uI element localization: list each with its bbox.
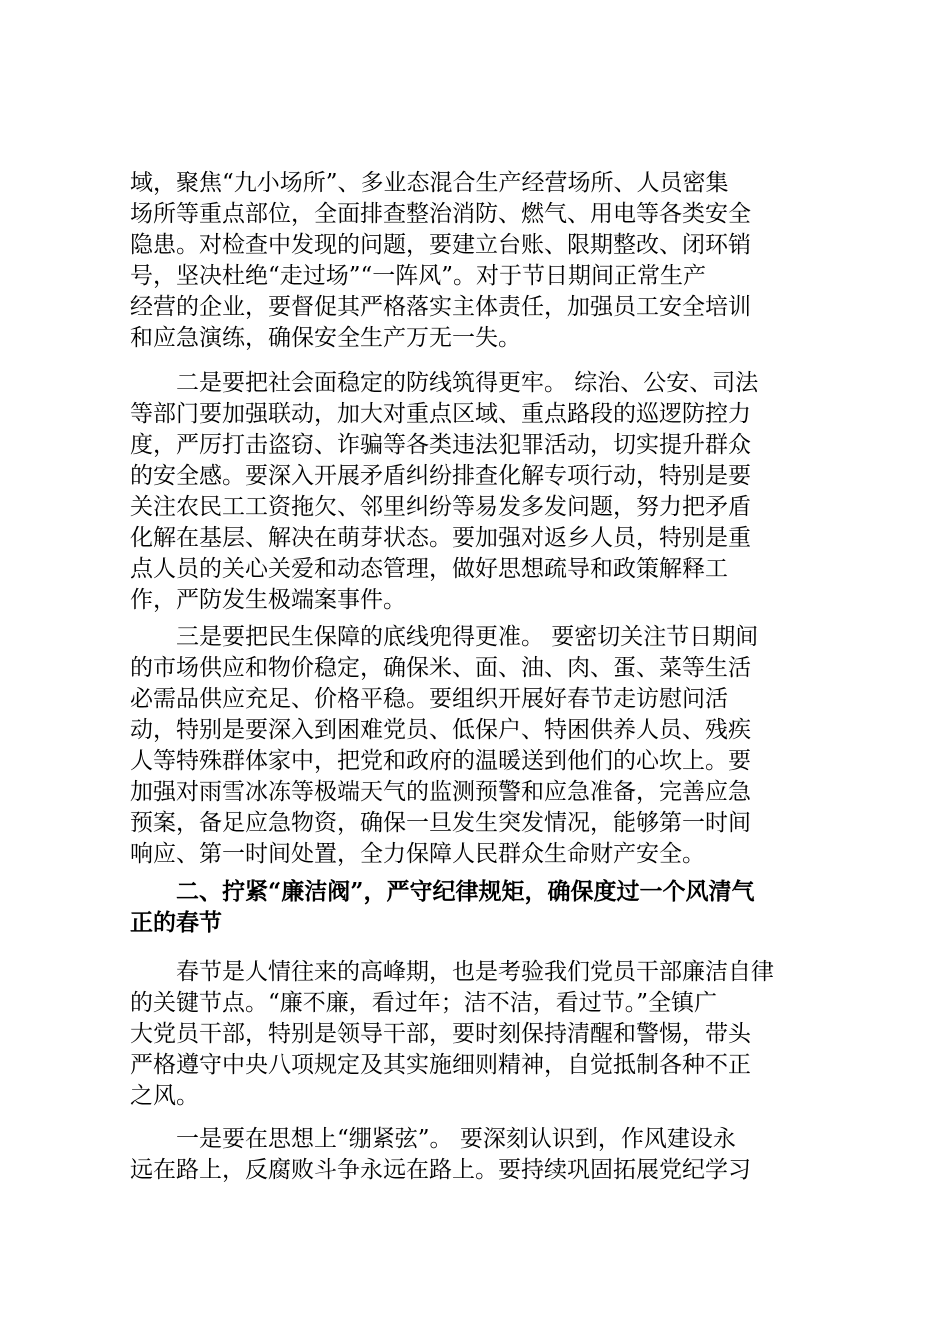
- text-line: 点人员的关心关爱和动态管理，做好思想疏导和政策解释工: [130, 556, 728, 582]
- text-line: 域，聚焦“九小场所”、多业态混合生产经营场所、人员密集: [130, 170, 729, 196]
- text-line: 一是要在思想上“绷紧弦”。 要深刻认识到，作风建设永: [130, 1126, 736, 1152]
- text-line: 必需品供应充足、价格平稳。要组织开展好春节走访慰问活: [130, 686, 728, 712]
- text-line: 加强对雨雪冰冻等极端天气的监测预警和应急准备，完善应急: [130, 779, 751, 805]
- text-line: 化解在基层、解决在萌芽状态。要加强对返乡人员，特别是重: [130, 525, 751, 551]
- text-line: 关注农民工工资拖欠、邻里纠纷等易发多发问题，努力把矛盾: [130, 494, 751, 520]
- text-line: 三是要把民生保障的底线兜得更准。 要密切关注节日期间: [130, 624, 759, 650]
- text-line: 作，严防发生极端案事件。: [130, 587, 406, 613]
- text-line: 和应急演练，确保安全生产万无一失。: [130, 325, 521, 351]
- paragraph-safety-inspection: [130, 168, 820, 354]
- text-line: 预案，备足应急物资，确保一旦发生突发情况，能够第一时间: [130, 810, 751, 836]
- text-line: 的市场供应和物价稳定，确保米、面、油、肉、蛋、菜等生活: [130, 655, 751, 681]
- heading-line: 二、拧紧“廉洁阀”，严守纪律规矩，确保度过一个风清气: [130, 878, 755, 905]
- text-line: 度，严厉打击盗窃、诈骗等各类违法犯罪活动，切实提升群众: [130, 432, 751, 458]
- paragraph-social-stability: [130, 368, 820, 616]
- text-line: 隐患。对检查中发现的问题，要建立台账、限期整改、闭环销: [130, 232, 751, 258]
- paragraph-spring-festival-integrity: [130, 957, 820, 1112]
- text-line: 经营的企业，要督促其严格落实主体责任，加强员工安全培训: [130, 294, 751, 320]
- text-line: 春节是人情往来的高峰期，也是考验我们党员干部廉洁自律: [130, 959, 774, 985]
- text-line: 的安全感。要深入开展矛盾纠纷排查化解专项行动，特别是要: [130, 463, 751, 489]
- section-heading-integrity: [130, 876, 820, 938]
- text-line: 远在路上，反腐败斗争永远在路上。要持续巩固拓展党纪学习: [130, 1157, 751, 1183]
- text-line: 等部门要加强联动，加大对重点区域、重点路段的巡逻防控力: [130, 401, 751, 427]
- text-line: 动，特别是要深入到困难党员、低保户、特困供养人员、残疾: [130, 717, 751, 743]
- text-line: 的关键节点。“廉不廉，看过年；洁不洁，看过节。”全镇广: [130, 990, 718, 1016]
- text-line: 响应、第一时间处置，全力保障人民群众生命财产安全。: [130, 841, 705, 867]
- text-line: 人等特殊群体家中，把党和政府的温暖送到他们的心坎上。要: [130, 748, 751, 774]
- heading-line: 正的春节: [130, 909, 222, 936]
- text-line: 场所等重点部位，全面排查整治消防、燃气、用电等各类安全: [130, 201, 751, 227]
- text-line: 大党员干部，特别是领导干部，要时刻保持清醒和警惕，带头: [130, 1021, 751, 1047]
- text-line: 之风。: [130, 1083, 199, 1109]
- paragraph-livelihood-security: [130, 622, 820, 870]
- text-line: 号，坚决杜绝“走过场”“一阵风”。对于节日期间正常生产: [130, 263, 707, 289]
- text-line: 严格遵守中央八项规定及其实施细则精神，自觉抵制各种不正: [130, 1052, 751, 1078]
- text-line: 二是要把社会面稳定的防线筑得更牢。 综治、公安、司法: [130, 370, 759, 396]
- paragraph-ideological-vigilance: [130, 1124, 820, 1186]
